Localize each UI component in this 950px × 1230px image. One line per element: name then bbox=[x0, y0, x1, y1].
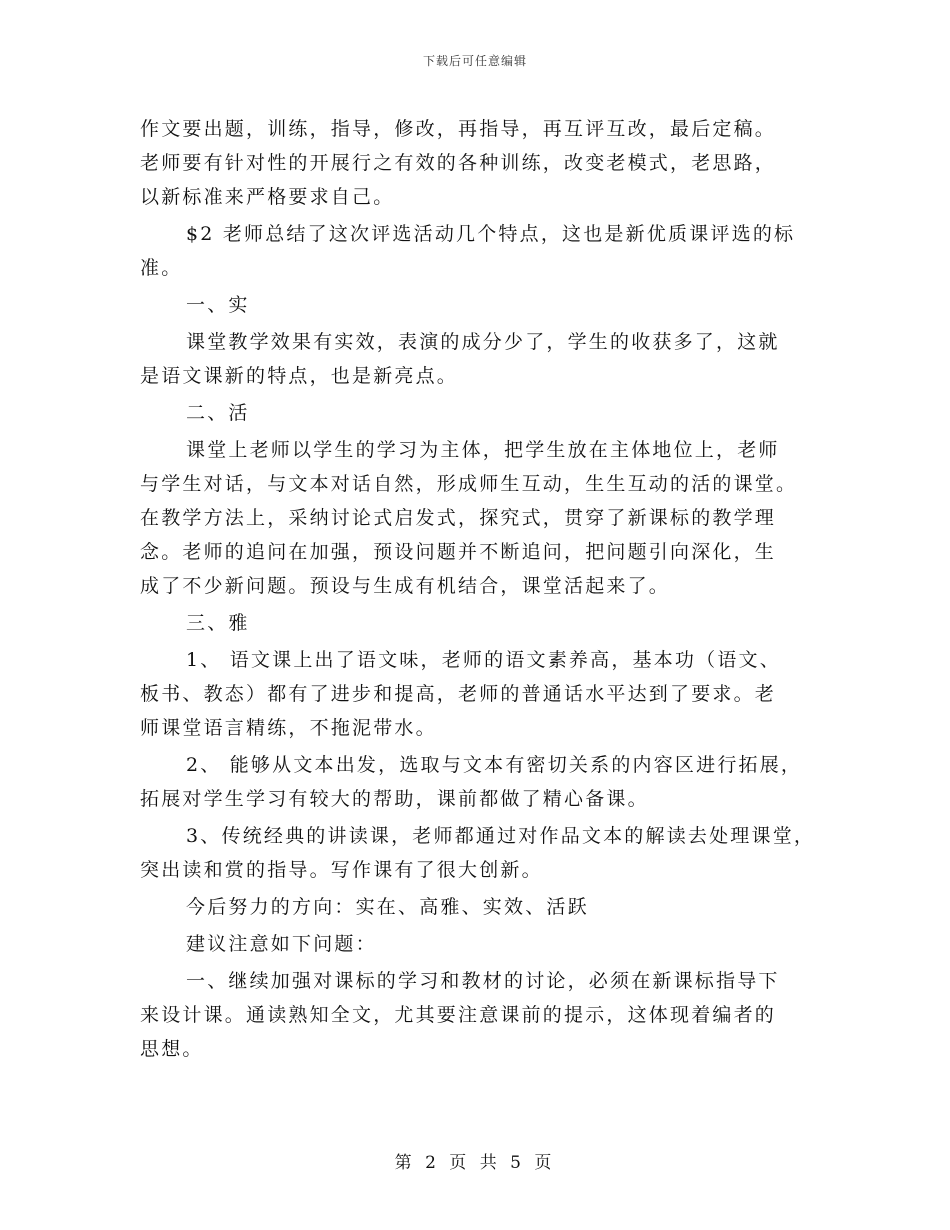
paragraph-start: 建议注意如下问题： bbox=[186, 933, 377, 955]
paragraph-start: 课堂教学效果有实效，表演的成分少了，学生的收获多了，这就 bbox=[186, 331, 780, 353]
text-line: 作文要出题，训练，指导，修改，再指导，再互评互改，最后定稿。 bbox=[140, 118, 777, 140]
text-line: 是语文课新的特点，也是新亮点。 bbox=[140, 365, 459, 387]
paragraph-start: 今后努力的方向：实在、高雅、实效、活跃 bbox=[186, 896, 589, 918]
text-line: 突出读和赏的指导。写作课有了很大创新。 bbox=[140, 859, 543, 881]
section-heading: 二、活 bbox=[186, 402, 250, 424]
text-line: 以新标准来严格要求自己。 bbox=[140, 186, 395, 208]
page-footer: 第 2 页 共 5 页 bbox=[394, 1153, 556, 1173]
page-header: 下载后可任意编辑 bbox=[422, 54, 527, 68]
paragraph-start: 一、继续加强对课标的学习和教材的讨论，必须在新课标指导下 bbox=[186, 970, 780, 992]
text-line: 准。 bbox=[140, 257, 183, 279]
text-line: 与学生对话，与文本对话自然，形成师生互动，生生互动的活的课堂。 bbox=[140, 473, 798, 495]
text-line: 念。老师的追问在加强，预设问题并不断追问，把问题引向深化，生 bbox=[140, 541, 777, 563]
list-item-start: 2、 能够从文本出发，选取与文本有密切关系的内容区进行拓展， bbox=[186, 754, 803, 776]
text-line: 师课堂语言精练，不拖泥带水。 bbox=[140, 717, 437, 739]
section-heading: 三、雅 bbox=[186, 612, 250, 634]
text-line: 板书、教态）都有了进步和提高，老师的普通话水平达到了要求。老 bbox=[140, 683, 777, 705]
section-heading: 一、实 bbox=[186, 294, 250, 316]
text-line: 拓展对学生学习有较大的帮助，课前都做了精心备课。 bbox=[140, 788, 649, 810]
list-item-start: 3、传统经典的讲读课，老师都通过对作品文本的解读去处理课堂， bbox=[186, 825, 816, 847]
text-line: 思想。 bbox=[140, 1038, 204, 1060]
paragraph-start: 课堂上老师以学生的学习为主体，把学生放在主体地位上，老师 bbox=[186, 439, 780, 461]
text-line: 成了不少新问题。预设与生成有机结合，课堂活起来了。 bbox=[140, 575, 671, 597]
list-item-start: 1、 语文课上出了语文味，老师的语文素养高，基本功（语文、 bbox=[186, 649, 781, 671]
document-body bbox=[140, 112, 830, 1066]
text-line: 来设计课。通读熟知全文，尤其要注意课前的提示，这体现着编者的 bbox=[140, 1004, 777, 1026]
text-line: 在教学方法上，采纳讨论式启发式，探究式，贯穿了新课标的教学理 bbox=[140, 507, 777, 529]
text-line: 老师要有针对性的开展行之有效的各种训练，改变老模式，老思路， bbox=[140, 152, 777, 174]
paragraph-start: $2 老师总结了这次评选活动几个特点，这也是新优质课评选的标 bbox=[186, 223, 796, 245]
